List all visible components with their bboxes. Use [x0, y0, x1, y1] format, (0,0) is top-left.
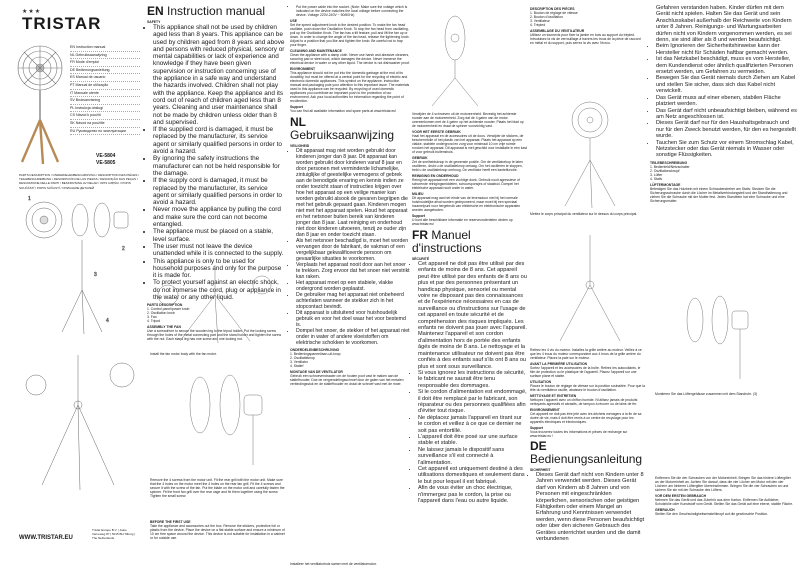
list-item: • This appliance is only to be used for household purposes and only for the purpose it is made for.	[153, 258, 285, 280]
svg-text:4: 4	[106, 318, 109, 324]
nl-gebruik-text: Zet de snelheidsknop in de gewenste positie. Om de ventilatorkop te laten oscilleren, drukt u de oscillatieknop omlaag. Om het oscilleren te stoppen, trekt u de oscillatieknop omhoog. De ventilator heeft een kantelfunctie.	[412, 160, 524, 172]
en-fan-head-illustration	[160, 365, 278, 475]
part-item: 2. Bouton d'oscillation	[530, 15, 563, 19]
part-item: 4. Trépied	[530, 23, 546, 27]
list-item: • If the supply cord is damaged, it must be replaced by the manufacturer, its service agent or similarly qualified persons in order to avoid a hazard.	[153, 177, 285, 206]
column-fr-de-lower	[530, 348, 645, 542]
en-assembly-text: Use a screwdriver to secure the wooden leg to the tripod holder. Put the locking screw through the holes of the metal connecting part and the stand holder and tighten the screw with the nut. Each stand leg has one screw and one locking nut.	[147, 329, 282, 342]
list-item: • Dieses Gerät darf nicht von Kindern unter 8 Jahren verwendet werden. Dieses Gerät darf von Kindern ab 8 Jahren und von Personen mit eingeschränkten körperlichen, sensorischen oder geistigen Fähigkeiten oder einem Mangel an Erfahrung und Kenntnissen verwendet werden, wenn diese Personen beaufsichtigt oder über den sicheren Gebrauch des Gerätes unterrichtet wurden und die damit verbundenen	[536, 472, 645, 542]
language-item: SV Bruksanvisning	[70, 97, 140, 105]
language-item: SK Návod na použitie	[70, 120, 140, 128]
language-item: PT Manual de utilização	[70, 82, 140, 90]
fr-net-text: Nettoyez l'appareil avec un chiffon humide. N'utilisez jamais de produits nettoyants agressifs et abrasifs, de tampon à récurer ou de laine de fer.	[530, 398, 638, 406]
col2-list	[290, 5, 410, 17]
column-de	[650, 5, 798, 203]
model-1: VE-5804	[96, 153, 116, 159]
list-item: • L'appareil doit être posé sur une surface stable et stable.	[418, 434, 527, 447]
language-item: EN Instruction manual	[70, 44, 140, 52]
part-item: 3. Lüfter	[650, 172, 663, 177]
nl-heading: NL Gebruiksaanwijzing	[290, 115, 395, 142]
column-en-nl	[290, 5, 410, 386]
nl-tripod-illustration	[412, 8, 498, 108]
fr-env-title: ENVIRONNEMENT	[530, 408, 560, 412]
nl-before-title: VOOR HET EERSTE GEBRUIK	[412, 130, 461, 134]
use-text: Set the speed adjustment knob to the desired position. To make the fan head oscillate, push down the Oscillation Knob. To stop the fan head from oscillating, pull up the Oscillation Knob. The fan has a tilt feature, pull and lift the fan up or down. In order to change the angle of the fan head, release the tightening knob. Adjust to a position that you like and tighten the knob. Be careful not to trap your finger.	[290, 23, 410, 47]
fr-safety-list	[412, 261, 527, 504]
en-safety-title: SAFETY	[147, 20, 161, 24]
parts-description-languages: PARTS DESCRIPTION / ONDERDELENBESCHRIJVING / DESCRIPTION DES PIÈCES / TEILEBESCHREIBUNG / DESCRIPCIÓN DE LAS PIEZAS / DESCRIÇÃO DAS PEÇAS / DESCRIZIONE DELLE PARTI / BESKRIVNING AV DELAR / OPIS CZĘŚCI / POPIS SOUČÁSTÍ / POPIS SÚČASTÍ / ОПИСАНИЕ ДЕТАЛЕЙ	[19, 173, 140, 190]
list-item: • To protect yourself against an electric shock, do not immerse the cord, plug or appliance in the water or any other liquid.	[153, 279, 285, 301]
fr-safety-title: SÉCURITÉ	[412, 257, 430, 261]
nl-milieu-title: MILIEU	[412, 192, 424, 196]
de-safety-list-continued	[650, 43, 798, 158]
list-item: • If the supplied cord is damaged, it must be replaced by the manufacturer, its service agent or similarly qualified persons in order to avoid a hazard.	[153, 126, 285, 155]
fr-util-title: UTILISATION	[530, 380, 552, 384]
de-gebr-text: Stellen Sie den Geschwindigkeitseinstellknopf auf die gewünschte Position.	[655, 512, 769, 516]
list-item: • Beim Ignorieren der Sicherheitshinweise kann der Hersteller nicht für Schäden haftbar gemacht werden.	[656, 43, 798, 56]
part-item: 2. Oszillationsknopf	[650, 168, 680, 173]
de-teile-title: TEILEBESCHREIBUNG	[650, 160, 688, 165]
brand-logo	[22, 8, 101, 34]
language-item: RU Руководство по эксплуатации	[70, 128, 140, 136]
list-item: • By ignoring the safety instructions the manufacturer can not be held responsible for the damage.	[153, 155, 285, 177]
list-item: • Ist das Netzkabel beschädigt, muss es vom Hersteller, dem Kundendienst oder ähnlich qualifizierten Personen ersetzt werden, um Gefahren zu vermeiden.	[656, 56, 798, 75]
list-item: • Bewegen Sie das Gerät niemals durch Ziehen am Kabel und stellen Sie sicher, dass sich das Kabel nicht verwickelt.	[656, 75, 798, 94]
list-item: • Dit apparaat is uitsluitend voor huishoudelijk gebruik en voor het doel waar het voor bestemd is.	[296, 310, 410, 328]
list-item: • Verplaats het apparaat nooit door aan het snoer te trekken. Zorg ervoor dat het snoer niet verstrikt kan raken.	[296, 262, 410, 280]
column-de-lower	[655, 476, 795, 516]
de-safety-list	[530, 472, 645, 542]
en-remove-text: Remove the 4 screws from the motor unit. Fit the rear grill with the motor unit. Make sure that the 4 holes on the motor meet the 4 holes on the rear fan grill. Fit the 4 screws and secure it with the screw of the fan. Put the blade on the motor unit and carefully fasten the spinner. Fit the front fan grill over the rear cage and fix them together using the screw. Tighten the small screw.	[150, 478, 285, 498]
list-item: • This appliance shall not be used by children aged less than 8 years. This appliance can be used by children aged from 8 years and above and persons with reduced physical, sensory or mental capabilities or lack of experience and knowledge if they have been given supervision or instruction concerning use of the appliance in a safe way and understand the hazards involved. Children shall not play with the appliance. Keep the appliance and its cord out of reach of children aged less than 8 years. Cleaning and user maintenance shall not be made by children unless older than 8 and supervised.	[153, 24, 285, 126]
list-item: • Dompel het snoer, de stekker of het apparaat niet onder in water of andere vloeistoffen om elektrische schokken te voorkomen.	[296, 328, 410, 346]
part-item: 4. Tripod	[147, 319, 161, 324]
part-item: 3. Ventilateur	[530, 19, 550, 23]
fr-avant-text: Sortez l'appareil et les accessoires de la boîte. Retirez les autocollants, le film de protection ou le plastique de l'appareil. Placez l'appareil sur une surface plane et stable.	[530, 366, 641, 378]
en-before-title: BEFORE THE FIRST USE	[150, 520, 191, 524]
tripod-step-diagram	[22, 345, 140, 495]
nl-parts-title: ONDERDELENBESCHRIJVING	[290, 348, 340, 352]
de-bottom-text: Entfernen Sie die vier Schrauben von der Motoreinheit. Bringen Sie das hintere Lüftergitter an der Motoreinheit an. Achten Sie darauf, dass die vier Löcher am Motor mit den vier Löchern am hinteren Lüftergitter übereinstimmen. Bringen Sie die vier Schrauben an und sichern Sie sie mit der Schraube des Lüfters.	[655, 476, 791, 492]
language-item: FR Mode d'emploi	[70, 59, 140, 67]
language-item: CS Návod k použití	[70, 112, 140, 120]
part-item: 4. Stativ	[650, 176, 663, 181]
nl-milieu-text: Dit apparaat mag aan het einde van de levensduur niet bij het normale huishoudelijke afval worden gedeponeerd, maar moet bij een speciaal inzamelpunt voor hergebruik van elektrische en elektronische apparaten worden aangeboden.	[412, 196, 521, 212]
part-item: 1. Control panel/power knob	[147, 307, 190, 312]
list-item: • Cet appareil est uniquement destiné à des utilisations domestiques et seulement dans le but pour lequel il est fabriqué.	[418, 466, 527, 485]
support-title: Support	[290, 105, 303, 109]
list-item: • Dieses Gerät darf nur für den Haushaltsgebrauch und nur für den Zweck benutzt werden, für den es hergestellt wurde.	[656, 120, 798, 139]
list-item: • Never move the appliance by pulling the cord and make sure the cord can not become entangled.	[153, 206, 285, 228]
de-safety-title: SICHERHEIT	[530, 468, 551, 472]
language-item: PL Instrukcja obsługi	[70, 105, 140, 113]
de-teile-list	[650, 165, 798, 181]
list-item: • Afin de vous éviter un choc électrique, n'immergez pas le cordon, la prise ou l'appareil dans l'eau ou autre liquide.	[418, 485, 527, 504]
fr-desc-list	[530, 11, 645, 27]
de-fan-illustration	[660, 285, 770, 385]
list-item: • Si vous ignorez les instructions de sécurité, le fabricant ne saurait être tenu responsable des dommages.	[418, 370, 527, 389]
cover-fan-illustration	[10, 40, 100, 170]
en-step-note: Install the fan motor body with the fan motor.	[150, 352, 217, 356]
list-item: • Das Gerät muss auf einer ebenen, stabilen Fläche platziert werden.	[656, 95, 798, 108]
language-item: DE Bedienungsanleitung	[70, 67, 140, 75]
nl-before-text: Haal het apparaat en de accessoires uit de doos. Verwijder de stickers, de beschermfolie of het plastic van het apparaat. Plaats het apparaat op een vlakke, stabiele ondergrond en zorg voor minimaal 10 cm vrije ruimte rondom het apparaat. Dit apparaat is niet geschikt voor installatie in een kast of voor gebruik buitenshuis.	[412, 134, 527, 154]
part-item: 1. Bedienfeld/Netzschalter	[650, 164, 690, 169]
company-address: Tristar Europe B.V. | Jules Verneweg 87 | 5015 BH Tilburg | The Netherlands	[92, 528, 136, 540]
list-item: • Het apparaat moet op een stabiele, vlakke ondergrond worden geplaatst.	[296, 280, 410, 292]
column-fr-de	[530, 5, 645, 45]
fr-assem-text: Utilisez un tournevis pour fixer la jambe en bois au support du trépied. Introduisez la vis de verrouillage à travers les trous de la pièce de raccord en métal et du support, puis serrez la vis avec l'écrou.	[530, 33, 641, 45]
brand-name: TRISTAR	[22, 14, 102, 33]
exploded-fan-diagram	[22, 190, 140, 338]
svg-text:3: 3	[94, 272, 97, 278]
model-numbers	[96, 153, 115, 167]
nl-reinig-title: REINIGING EN ONDERHOUD	[412, 174, 459, 178]
fr-fan-illustration	[540, 90, 640, 210]
part-item: 2. Oscillatieknop	[290, 356, 315, 360]
list-item: • Si le cordon d'alimentation est endommagé, il doit être remplacé par le fabricant, son réparateur ou des personnes qualifiées afin d'éviter tout risque.	[418, 389, 527, 415]
nl-top-text: Verwijder de 4 schroeven uit de motoreenheid. Bevestig het achterste rooster aan de motoreenheid. Zorg dat de 4 gaten van de motor overeenkomen met de 4 gaten op het achterste rooster. Plaats het blad op de motoreenheid en draai de spinner voorzichtig vast.	[412, 112, 524, 128]
language-item: NL Gebruiksaanwijzing	[70, 52, 140, 60]
de-montage-text: Befestigen Sie das Holzbein mit einem Schraubendreher am Stativ. Stecken Sie die Sicherungsschraube durch die Löcher im Metallverbindungsteil und der Standhalterung und ziehen Sie die Schraube mit der Mutter fest. Jedes Standbein hat eine Schraube und eine Sicherungsmutter.	[650, 186, 788, 203]
support-text: You can find all available information and spare parts at www.tristar.eu!	[290, 109, 397, 113]
part-item: 4. Statief	[290, 364, 304, 368]
part-item: 1. Bedieningspaneel/aan-uit-knop	[290, 352, 341, 356]
fr-heading: FR Manuel d'instructions	[412, 228, 482, 255]
list-item: • Put the power cable into the socket. (Note: Make sure the voltage which is indicated on the device matches the local voltage before connecting the device. Voltage 220V-240V ~ 50/60Hz)	[296, 5, 410, 17]
part-item: 2. Oscillation knob	[147, 311, 175, 316]
nl-parts-list	[290, 352, 410, 368]
list-item: • Ne déplacez jamais l'appareil en tirant sur le cordon et veillez à ce que ce dernier ne soit pas entortillé.	[418, 415, 527, 434]
list-item: • Dit apparaat mag niet worden gebruikt door kinderen jonger dan 8 jaar. Dit apparaat kan worden gebruikt door kinderen vanaf 8 jaar en door personen met verminderde lichamelijke, zintuiglijke of geestelijke vermogens of gebrek aan de benodigde ervaring en kennis indien ze onder toezicht staan of instructies krijgen over hoe het apparaat op een veilige manier kan worden gebruikt alsook de gevaren begrijpen die met het gebruik gepaard gaan. Kinderen mogen niet met het apparaat spelen. Houd het apparaat en het netsnoer buiten bereik van kinderen jonger dan 8 jaar. Laat reiniging en onderhoud niet door kinderen uitvoeren, tenzij ze ouder zijn dan 8 jaar en onder toezicht staan.	[296, 148, 410, 238]
nl-gebruik-title: GEBRUIK	[412, 156, 428, 160]
fr-env-text: Cet appareil ne doit pas être jeté avec les déchets ménagers à la fin de sa durée de vie, mais il doit être remis à un centre de recyclage pour les appareils électriques et électroniques.	[530, 412, 642, 424]
nl-bottom-note: Installeer het ventilatorhuis samen met de ventilatormotor.	[290, 562, 377, 566]
env-title: ENVIRONMENT	[290, 67, 316, 71]
list-item: • Tauchen Sie zum Schutz vor einem Stromschlag Kabel, Netzstecker oder das Gerät niemals in Wasser oder sonstige Flüssigkeiten.	[656, 140, 798, 159]
en-heading: EN Instruction manual	[147, 4, 266, 18]
svg-text:1: 1	[28, 196, 31, 202]
fr-assem-title: ASSEMBLAGE DU VENTILATEUR	[530, 29, 585, 33]
de-montage-title: LÜFTERMONTAGE	[650, 182, 681, 187]
list-item: • Als het netsnoer beschadigd is, moet het worden vervangen door de fabrikant, de vakman of een vergelijkbaar gekwalificeerde persoon om gevaarlijke situaties te voorkomen.	[296, 238, 410, 262]
de-vor-title: VOR DEM ERSTEN GEBRAUCH	[655, 494, 707, 498]
nl-reinig-text: Reinig het apparaat met een vochtige doek. Gebruik nooit agressieve of schurende reinigingsmiddelen, schuursponsjes of staalwol. Dompel het elektrische apparaat nooit onder in water.	[412, 178, 520, 190]
svg-text:2: 2	[122, 246, 125, 252]
de-fig-note: Montieren Sie das Lüftergehäuse zusammen mit dem Standrohr. (3)	[655, 392, 758, 396]
nl-support-text: U kunt alle beschikbare informatie en reserveonderdelen vinden op www.tristar.eu!	[412, 218, 513, 226]
fr-mid-note: Mettez le corps principal du ventilateur sur le dessus du corps principal.	[530, 212, 638, 216]
language-item: IT Manuale utente	[70, 90, 140, 98]
website: WWW.TRISTAR.EU	[19, 535, 73, 541]
list-item: • The appliance must be placed on a stable, level surface.	[153, 228, 285, 243]
nl-montage-text: Gebruik een schroevendraaier om de houten poot vast te maken aan de statiefhouder. Doe de vergrendelingsschroef door de gaten van het metalen verbindingsstuk en de statiefhouder en draai de schroef vast met de moer.	[290, 374, 404, 386]
fr-support-title: Support	[530, 426, 543, 430]
de-top-text: Gefahren verstanden haben. Kinder dürfen mit dem Gerät nicht spielen. Halten Sie das Gerät und sein Anschlusskabel außerhalb der Reichweite von Kindern unter 8 Jahren. Reinigungs- und Wartungsarbeiten dürfen nicht von Kindern vorgenommen werden, es sei denn, sie sind älter als 8 und werden beaufsichtigt.	[656, 5, 792, 44]
en-step-illustration	[150, 255, 280, 345]
nl-safety-list	[290, 148, 410, 346]
nl-safety-title: VEILIGHEID	[290, 144, 310, 148]
list-item: • De gebruiker mag het apparaat niet onbeheerd achterlaten wanneer de stekker zich in het stopcontact bevindt.	[296, 292, 410, 310]
fr-fix-text: Retirez les 4 vis du moteur. Installez la grille arrière au moteur. Veillez à ce que les 4 trous du moteur correspondent aux 4 trous de la grille arrière du ventilateur. Placez la pale sur le moteur.	[530, 348, 642, 360]
list-item: • Ne laissez jamais le dispositif sans surveillance s'il est connecté à l'alimentation.	[418, 447, 527, 466]
fr-desc-title: DESCRIPTION DES PIÈCES	[530, 7, 575, 11]
use-title: USE	[290, 19, 297, 23]
list-item: • Cet appareil ne doit pas être utilisé par des enfants de moins de 8 ans. Cet appareil peut être utilisé par des enfants de 8 ans ou plus et par des personnes présentant un handicap physique, sensoriel ou mental voire ne disposant pas des connaissances et de l'expérience nécessaires en cas de surveillance ou d'instructions sur l'usage de cet appareil en toute sécurité et de compréhension des risques impliqués. Les enfants ne doivent pas jouer avec l'appareil. Maintenez l'appareil et son cordon d'alimentation hors de portée des enfants âgés de moins de 8 ans. Le nettoyage et la maintenance utilisateur ne doivent pas être confiés à des enfants sauf s'ils ont 8 ans ou plus et sont sous surveillance.	[418, 261, 527, 370]
env-text: This appliance should not be put into the domestic garbage at the end of its durability, but must be offered at a central point for the recycling of electric and electronic domestic appliances. This symbol on the appliance, instruction manual and packaging puts your attention to this important issue. The materials used in this appliance can be recycled. By recycling of used domestic appliances you contribute an important push to the protection of our environment. Ask your local authorities for information regarding the point of recollection.	[290, 71, 410, 103]
fr-support-text: Vous trouverez toutes les informations et pièces de rechange sur www.tristar.eu !	[530, 430, 628, 438]
list-item: • The user must not leave the device unattended while it is connected to the supply.	[153, 243, 285, 258]
list-item: • Das Gerät darf nicht unbeaufsichtigt bleiben, während es am Netz angeschlossen ist.	[656, 108, 798, 121]
en-before-text: Take the appliance and accessories out the box. Remove the stickers, protective foil or plastic from the device. Place the device on a flat stable surface and ensure a minimum of 10 cm free space around the device. This device is not suitable for installation in a cabinet or for outside use.	[150, 524, 285, 540]
fr-util-text: Placez le bouton de réglage de vitesse sur la position souhaitée. Pour que la tête du ventilateur oscille, abaissez le bouton d'oscillation.	[530, 384, 645, 392]
de-vor-text: Nehmen Sie das Gerät und das Zubehör aus dem Karton. Entfernen Sie Aufkleber, Schutzfolie oder Kunststoff vom Gerät. Stellen Sie das Gerät auf eine ebene, stabile Fläche.	[655, 498, 794, 506]
de-heading: DE Bedienungsanleitung	[530, 439, 643, 466]
model-2: VE-5805	[96, 160, 116, 166]
fr-avant-title: AVANT LA PREMIÈRE UTILISATION	[530, 362, 588, 366]
de-gebr-title: GEBRAUCH	[655, 508, 675, 512]
clean-title: CLEANING AND MAINTENANCE	[290, 49, 342, 53]
fr-tripod-illustration	[540, 225, 640, 345]
en-parts-title: PARTS DESCRIPTION	[147, 303, 183, 308]
part-item: 1. Bouton de réglage de vitesse	[530, 11, 578, 15]
clean-text: Clean the appliance with a damp cloth. Never use harsh and abrasive cleaners, scouring pad or steel wool, which damages the device. Never immerse the electrical device in water or any other liquid. The device is not dishwasher proof.	[290, 53, 410, 65]
part-item: 3. Fan	[147, 315, 157, 320]
en-assembly-title: ASSEMBLY THE FAN	[147, 325, 181, 330]
language-item: ES Manual de usuario	[70, 74, 140, 82]
nl-support-title: Support	[412, 214, 425, 218]
part-item: 3. Ventilator	[290, 360, 308, 364]
nl-montage-title: MONTAGE VAN DE VENTILATOR	[290, 370, 343, 374]
brand-stars: ★★★	[22, 9, 42, 15]
fr-net-title: NETTOYAGE ET ENTRETIEN	[530, 394, 577, 398]
column-nl-fr	[412, 112, 527, 504]
